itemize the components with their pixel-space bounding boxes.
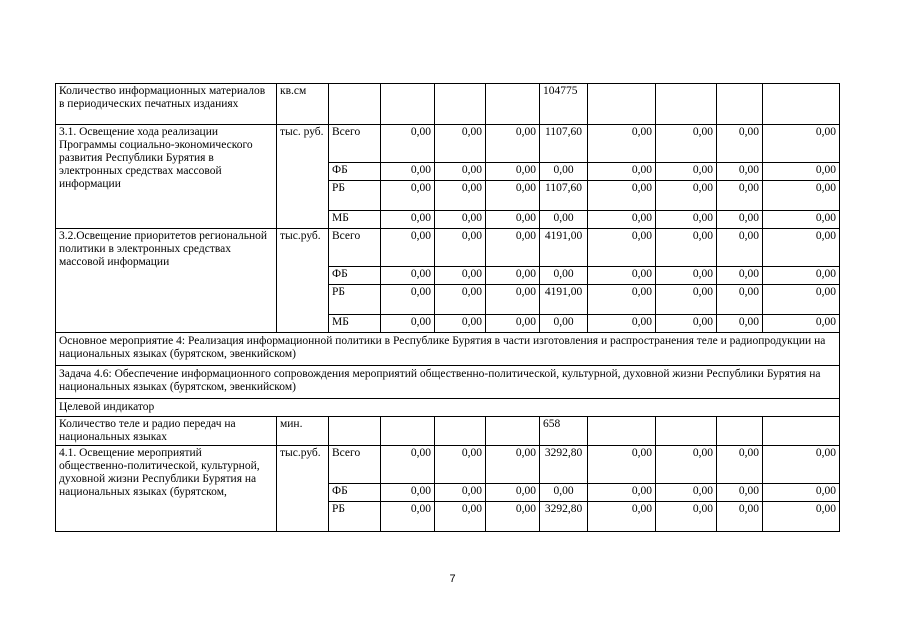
target-indicator-row-text: Целевой индикатор <box>56 399 840 417</box>
amount-cell: 0,00 <box>486 315 540 333</box>
funding-source: ФБ <box>329 163 381 181</box>
funding-source: РБ <box>329 181 381 211</box>
amount-cell: 0,00 <box>763 315 840 333</box>
amount-cell: 0,00 <box>717 285 763 315</box>
amount-cell: 0,00 <box>656 502 717 532</box>
empty-cell <box>486 417 540 446</box>
indicator-value: 658 <box>540 417 588 446</box>
amount-cell: 0,00 <box>588 446 656 484</box>
amount-cell: 0,00 <box>763 446 840 484</box>
amount-cell: 0,00 <box>763 181 840 211</box>
empty-cell <box>588 84 656 125</box>
empty-cell <box>656 84 717 125</box>
amount-cell: 4191,00 <box>540 229 588 267</box>
amount-cell: 0,00 <box>763 285 840 315</box>
amount-cell: 0,00 <box>486 484 540 502</box>
amount-cell: 0,00 <box>540 163 588 181</box>
empty-cell <box>717 417 763 446</box>
amount-cell: 3292,80 <box>540 502 588 532</box>
amount-cell: 0,00 <box>656 484 717 502</box>
amount-cell: 0,00 <box>381 211 435 229</box>
main-event-row-text: Основное мероприятие 4: Реализация информационной политики в Республике Бурятия в части изготовления и распространения теле и радиопродукции на национальных языках (бурятском, эвенкийском) <box>56 333 840 366</box>
amount-cell: 0,00 <box>717 267 763 285</box>
page-number: 7 <box>449 573 456 585</box>
amount-cell: 0,00 <box>763 211 840 229</box>
amount-cell: 0,00 <box>656 211 717 229</box>
amount-cell: 0,00 <box>435 315 486 333</box>
amount-cell: 0,00 <box>540 267 588 285</box>
activity-name: 3.2.Освещение приоритетов региональной политики в электронных средствах массовой информации <box>56 229 277 333</box>
amount-cell: 0,00 <box>381 315 435 333</box>
empty-cell <box>763 417 840 446</box>
target-indicator-row <box>56 399 840 417</box>
amount-cell: 0,00 <box>717 125 763 163</box>
unit-cell: тыс.руб. <box>277 446 329 532</box>
amount-cell: 0,00 <box>717 163 763 181</box>
amount-cell: 0,00 <box>435 285 486 315</box>
amount-cell: 0,00 <box>435 446 486 484</box>
amount-cell: 0,00 <box>540 484 588 502</box>
empty-cell <box>435 84 486 125</box>
amount-cell: 0,00 <box>763 267 840 285</box>
amount-cell: 0,00 <box>656 229 717 267</box>
amount-cell: 0,00 <box>656 267 717 285</box>
amount-cell: 0,00 <box>435 211 486 229</box>
amount-cell: 0,00 <box>588 211 656 229</box>
amount-cell: 0,00 <box>717 315 763 333</box>
indicator-name: Количество теле и радио передач на национальных языках <box>56 417 277 446</box>
empty-cell <box>381 84 435 125</box>
indicator-name: Количество информационных материалов в периодических печатных изданиях <box>56 84 277 125</box>
budget-table <box>55 83 840 532</box>
amount-cell: 0,00 <box>656 181 717 211</box>
amount-cell: 0,00 <box>435 267 486 285</box>
amount-cell: 0,00 <box>486 163 540 181</box>
amount-cell: 0,00 <box>486 181 540 211</box>
funding-row <box>56 229 840 267</box>
amount-cell: 0,00 <box>435 181 486 211</box>
amount-cell: 1107,60 <box>540 125 588 163</box>
amount-cell: 0,00 <box>486 267 540 285</box>
empty-cell <box>588 417 656 446</box>
amount-cell: 0,00 <box>763 484 840 502</box>
amount-cell: 0,00 <box>717 484 763 502</box>
amount-cell: 0,00 <box>435 163 486 181</box>
amount-cell: 0,00 <box>381 229 435 267</box>
amount-cell: 0,00 <box>381 446 435 484</box>
empty-cell <box>486 84 540 125</box>
amount-cell: 0,00 <box>717 446 763 484</box>
empty-cell <box>329 417 381 446</box>
amount-cell: 0,00 <box>588 267 656 285</box>
empty-cell <box>435 417 486 446</box>
amount-cell: 0,00 <box>486 285 540 315</box>
amount-cell: 0,00 <box>717 229 763 267</box>
amount-cell: 0,00 <box>486 125 540 163</box>
unit-cell: тыс.руб. <box>277 229 329 333</box>
amount-cell: 0,00 <box>656 446 717 484</box>
funding-source: РБ <box>329 502 381 532</box>
amount-cell: 0,00 <box>381 285 435 315</box>
amount-cell: 0,00 <box>588 181 656 211</box>
amount-cell: 0,00 <box>588 484 656 502</box>
amount-cell: 0,00 <box>486 211 540 229</box>
funding-row <box>56 446 840 484</box>
activity-name: 4.1. Освещение мероприятий общественно-политической, культурной, духовной жизни Республики Бурятия на национальных языках (бурятском, <box>56 446 277 532</box>
funding-source: РБ <box>329 285 381 315</box>
empty-cell <box>717 84 763 125</box>
amount-cell: 0,00 <box>656 285 717 315</box>
funding-source: МБ <box>329 315 381 333</box>
funding-source: Всего <box>329 446 381 484</box>
amount-cell: 0,00 <box>540 315 588 333</box>
amount-cell: 0,00 <box>763 125 840 163</box>
amount-cell: 0,00 <box>763 502 840 532</box>
amount-cell: 3292,80 <box>540 446 588 484</box>
unit-cell: кв.см <box>277 84 329 125</box>
amount-cell: 0,00 <box>486 229 540 267</box>
task-row-text: Задача 4.6: Обеспечение информационного сопровождения мероприятий общественно-политической, культурной, духовной жизни Республики Бурятия на национальных языках (бурятском, эвенкийском) <box>56 366 840 399</box>
indicator-row <box>56 417 840 446</box>
amount-cell: 0,00 <box>763 163 840 181</box>
amount-cell: 0,00 <box>381 484 435 502</box>
empty-cell <box>329 84 381 125</box>
amount-cell: 0,00 <box>381 267 435 285</box>
funding-source: МБ <box>329 211 381 229</box>
main-event-row <box>56 333 840 366</box>
amount-cell: 0,00 <box>588 502 656 532</box>
amount-cell: 0,00 <box>381 125 435 163</box>
funding-source: ФБ <box>329 484 381 502</box>
amount-cell: 0,00 <box>381 502 435 532</box>
amount-cell: 0,00 <box>763 229 840 267</box>
amount-cell: 0,00 <box>540 211 588 229</box>
amount-cell: 0,00 <box>435 484 486 502</box>
amount-cell: 0,00 <box>381 181 435 211</box>
activity-name: 3.1. Освещение хода реализации Программы социально-экономического развития Республики Бурятия в электронных средствах массовой информации <box>56 125 277 229</box>
amount-cell: 0,00 <box>486 502 540 532</box>
empty-cell <box>381 417 435 446</box>
amount-cell: 0,00 <box>717 502 763 532</box>
amount-cell: 0,00 <box>435 125 486 163</box>
amount-cell: 1107,60 <box>540 181 588 211</box>
amount-cell: 0,00 <box>435 502 486 532</box>
amount-cell: 0,00 <box>381 163 435 181</box>
indicator-row <box>56 84 840 125</box>
amount-cell: 0,00 <box>588 315 656 333</box>
amount-cell: 0,00 <box>435 229 486 267</box>
unit-cell: мин. <box>277 417 329 446</box>
amount-cell: 0,00 <box>656 163 717 181</box>
amount-cell: 0,00 <box>486 446 540 484</box>
amount-cell: 0,00 <box>717 211 763 229</box>
funding-source: Всего <box>329 125 381 163</box>
amount-cell: 4191,00 <box>540 285 588 315</box>
funding-row <box>56 125 840 163</box>
amount-cell: 0,00 <box>588 125 656 163</box>
amount-cell: 0,00 <box>588 229 656 267</box>
empty-cell <box>763 84 840 125</box>
indicator-value: 104775 <box>540 84 588 125</box>
amount-cell: 0,00 <box>717 181 763 211</box>
amount-cell: 0,00 <box>656 125 717 163</box>
amount-cell: 0,00 <box>588 285 656 315</box>
unit-cell: тыс. руб. <box>277 125 329 229</box>
funding-source: Всего <box>329 229 381 267</box>
funding-source: ФБ <box>329 267 381 285</box>
amount-cell: 0,00 <box>588 163 656 181</box>
amount-cell: 0,00 <box>656 315 717 333</box>
task-row <box>56 366 840 399</box>
empty-cell <box>656 417 717 446</box>
